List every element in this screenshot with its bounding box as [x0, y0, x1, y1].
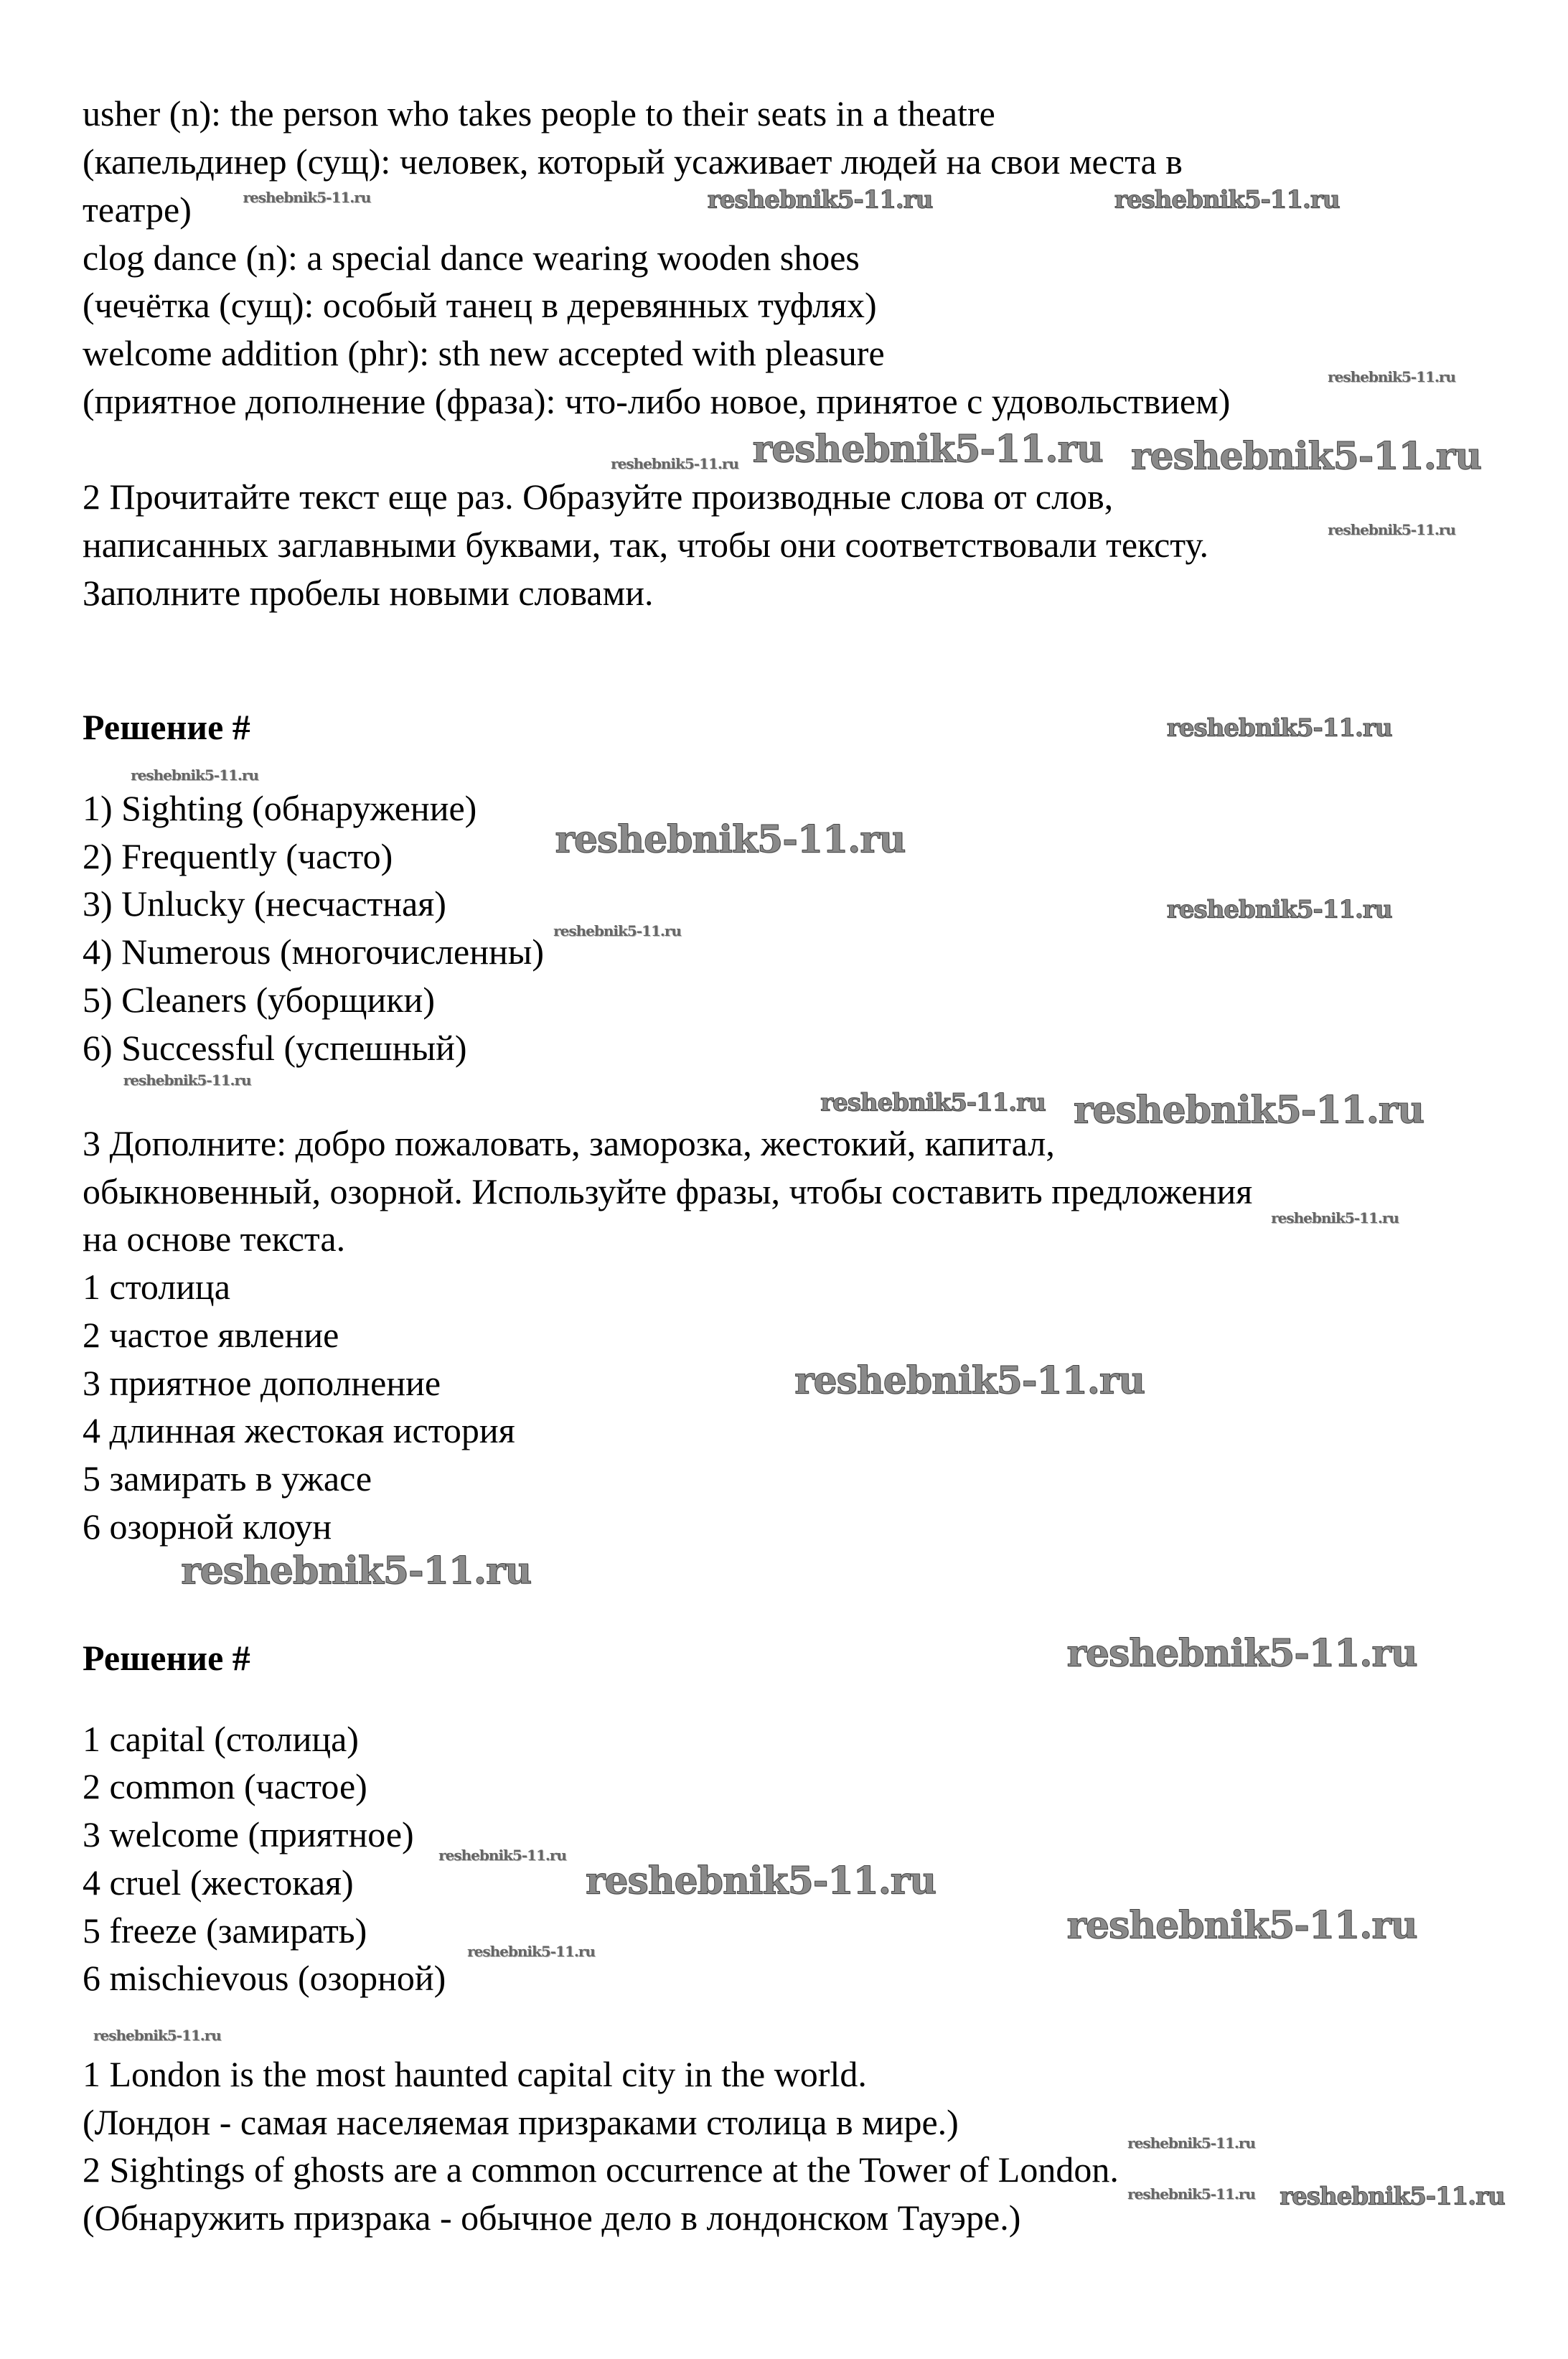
text-line: 1) Sighting (обнаружение) [83, 787, 477, 828]
watermark: reshebnik5-11.ru [1114, 185, 1340, 215]
text-line: обыкновенный, озорной. Используйте фразы, чтобы составить предложения [83, 1171, 1253, 1211]
text-line: (приятное дополнение (фраза): что-либо новое, принятое с удовольствием) [83, 380, 1231, 421]
text-line: (Обнаружить призрака - обычное дело в лондонском Тауэре.) [83, 2197, 1021, 2238]
text-line: 4 длинная жестокая история [83, 1410, 515, 1451]
text-line: 2 common (частое) [83, 1766, 367, 1807]
watermark: reshebnik5-11.ru [93, 2026, 221, 2044]
text-line: на основе текста. [83, 1219, 346, 1260]
watermark: reshebnik5-11.ru [707, 185, 933, 215]
text-line: 1 capital (столица) [83, 1718, 359, 1759]
text-line: 1 столица [83, 1267, 230, 1308]
watermark: reshebnik5-11.ru [131, 766, 258, 784]
text-line: 6 озорной клоун [83, 1506, 332, 1547]
text-line: 2) Frequently (часто) [83, 835, 393, 876]
text-line: 4) Numerous (многочисленны) [83, 932, 544, 972]
text-line: 2 Sightings of ghosts are a common occurrence at the Tower of London. [83, 2149, 1119, 2190]
watermark: reshebnik5-11.ru [243, 189, 371, 207]
text-line: написанных заглавными буквами, так, чтобы они соответствовали тексту. [83, 524, 1208, 565]
watermark: reshebnik5-11.ru [1066, 1631, 1417, 1676]
watermark: reshebnik5-11.ru [1073, 1088, 1424, 1132]
watermark: reshebnik5-11.ru [1130, 434, 1482, 479]
watermark: reshebnik5-11.ru [1127, 2134, 1255, 2152]
text-line: 5 замирать в ужасе [83, 1458, 372, 1499]
watermark: reshebnik5-11.ru [585, 1859, 936, 1903]
text-line: clog dance (n): a special dance wearing wooden shoes [83, 237, 860, 278]
watermark: reshebnik5-11.ru [820, 1087, 1046, 1117]
text-line: usher (n): the person who takes people to their seats in a theatre [83, 93, 995, 134]
text-line: 5 freeze (замирать) [83, 1910, 367, 1951]
text-line: 3 welcome (приятное) [83, 1814, 414, 1855]
watermark: reshebnik5-11.ru [1127, 2185, 1255, 2203]
text-line: 6) Successful (успешный) [83, 1027, 467, 1068]
watermark: reshebnik5-11.ru [1271, 1209, 1399, 1227]
watermark: reshebnik5-11.ru [752, 426, 1103, 471]
text-line: 2 частое явление [83, 1314, 339, 1355]
text-line: 1 London is the most haunted capital city in the world. [83, 2053, 867, 2094]
watermark: reshebnik5-11.ru [1328, 521, 1455, 539]
watermark: reshebnik5-11.ru [611, 455, 738, 473]
text-line: 3) Unlucky (несчастная) [83, 883, 446, 924]
text-line: 3 Дополните: добро пожаловать, заморозка, жестокий, капитал, [83, 1122, 1055, 1163]
text-line: 6 mischievous (озорной) [83, 1958, 446, 1999]
watermark: reshebnik5-11.ru [794, 1359, 1145, 1403]
watermark: reshebnik5-11.ru [181, 1549, 532, 1593]
watermark: reshebnik5-11.ru [467, 1942, 595, 1960]
text-line: 2 Прочитайте текст еще раз. Образуйте производные слова от слов, [83, 477, 1114, 517]
watermark: reshebnik5-11.ru [555, 817, 906, 862]
section-heading: Решение # [83, 1638, 250, 1679]
text-line: welcome addition (phr): sth new accepted with pleasure [83, 333, 885, 374]
text-line: Заполните пробелы новыми словами. [83, 572, 654, 613]
text-line: 5) Cleaners (уборщики) [83, 979, 435, 1020]
watermark: reshebnik5-11.ru [1166, 894, 1392, 924]
watermark: reshebnik5-11.ru [1280, 2182, 1505, 2211]
watermark: reshebnik5-11.ru [123, 1071, 251, 1089]
watermark: reshebnik5-11.ru [438, 1847, 566, 1865]
section-heading: Решение # [83, 707, 250, 748]
text-line: (Лондон - самая населяемая призраками столица в мире.) [83, 2101, 959, 2142]
text-line: театре) [83, 189, 192, 230]
text-line: 4 cruel (жестокая) [83, 1862, 354, 1903]
watermark: reshebnik5-11.ru [1166, 713, 1392, 743]
watermark: reshebnik5-11.ru [1328, 368, 1455, 386]
watermark: reshebnik5-11.ru [553, 921, 681, 939]
watermark: reshebnik5-11.ru [1066, 1903, 1417, 1948]
text-line: (капельдинер (сущ): человек, который усаживает людей на свои места в [83, 141, 1183, 182]
text-line: 3 приятное дополнение [83, 1362, 441, 1403]
text-line: (чечётка (сущ): особый танец в деревянных туфлях) [83, 285, 877, 326]
